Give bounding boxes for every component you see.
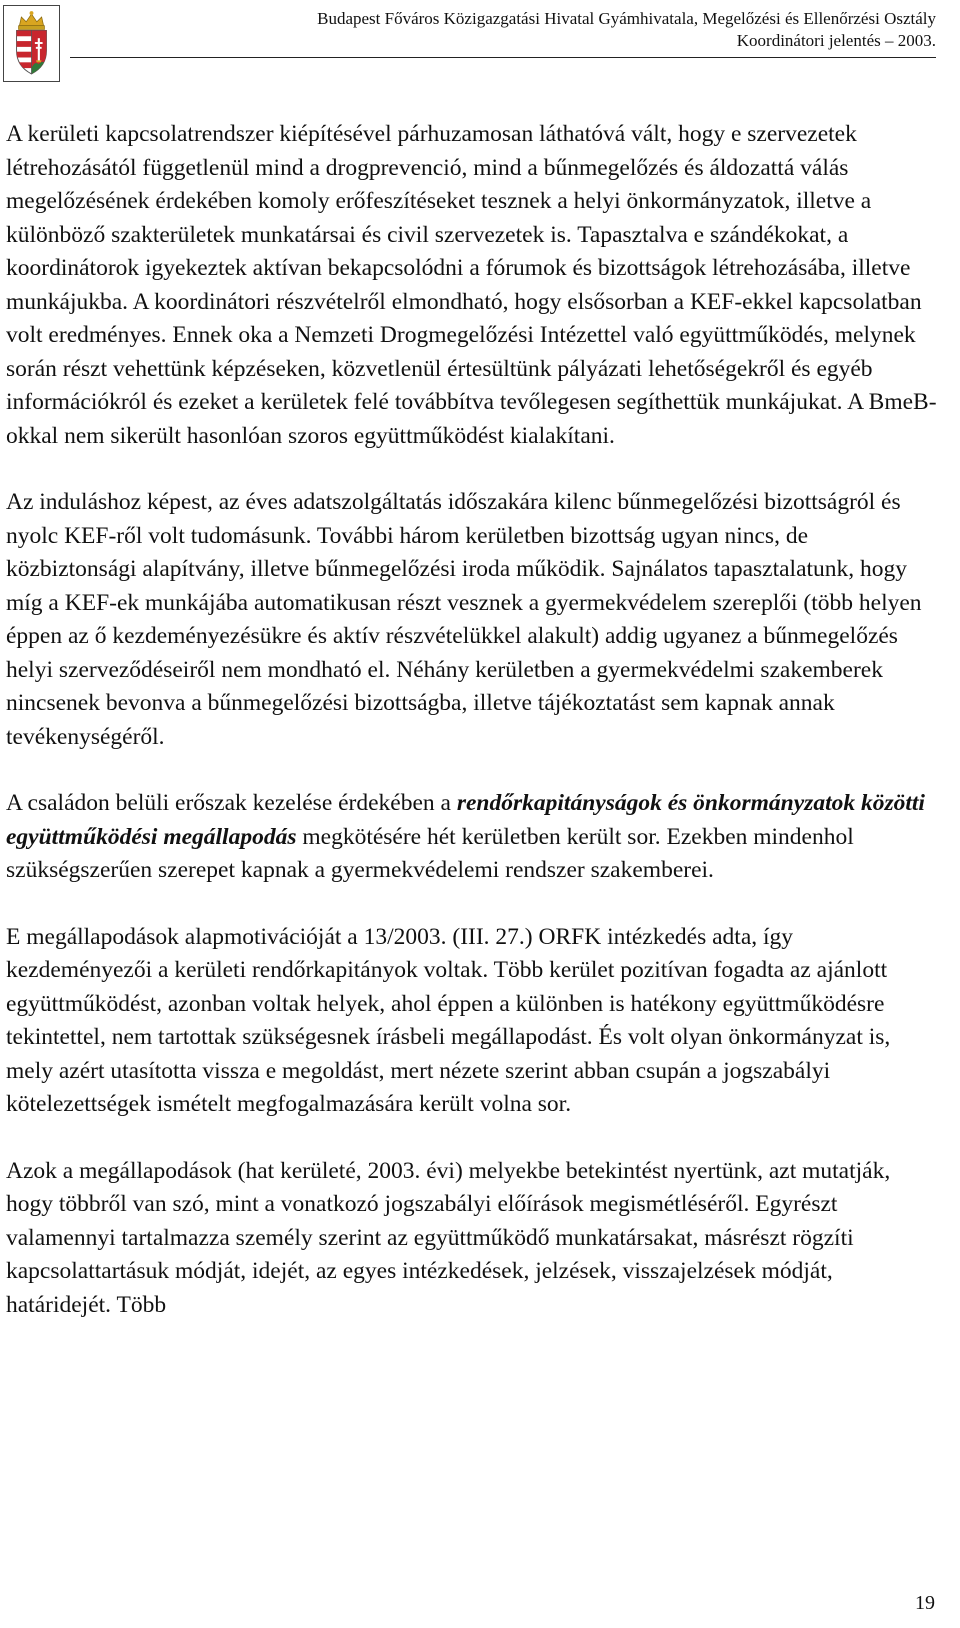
paragraph-4: E megállapodások alapmotivációját a 13/2003. (III. 27.) ORFK intézkedés adta, így kezdeményezői a kerületi rendőrkapitányok voltak. Több kerület pozitívan fogadta az ajánlott együttműködést, azonban voltak helyek, ahol éppen a különben is hatékony együttműködésre tekintettel, nem tartottak szükségesnek írásbeli megállapodást. És volt olyan önkormányzat is, mely azért utasította vissza e megoldást, mert nézete szerint abban csupán a jogszabályi kötelezettségek ismételt megfogalmazására került volna sor. xyxy=(6,923,891,1117)
header-divider xyxy=(70,57,936,58)
paragraph-1: A kerületi kapcsolatrendszer kiépítésével párhuzamosan láthatóvá vált, hogy e szervezetek létrehozásától függetlenül mind a drogprevenció, mind a bűnmegelőzés és áldozattá válás megelőzésének érdekében komoly erőfeszítéseket tesznek a helyi önkormányzatok, illetve a különböző szakterületek munkatársai és civil szervezetek is. Tapasztalva e szándékokat, a koordinátorok igyekeztek aktívan bekapcsolódni a fórumok és bizottságok létrehozásába, illetve munkájukba. A koordinátori részvételről elmondható, hogy elsősorban a KEF-ekkel kapcsolatban volt eredményes. Ennek oka a Nemzeti Drogmegelőzési Intézettel való együttműködés, melynek során részt vehettünk képzéseken, közvetlenül értesültünk pályázati lehetőségekről és egyéb információkról és ezeket a kerületek felé továbbítva tevőlegesen segíthettük munkájukat. A BmeB-okkal nem sikerült hasonlóan szoros együttműködést kialakítani. xyxy=(6,121,937,449)
page-number: 19 xyxy=(915,1592,935,1614)
paragraph-3-end: megkötésére hét kerületben került sor. Ezekben mindenhol szükségszerűen szerepet kapnak a gyermekvédelemi rendszer szakemberei. xyxy=(6,823,854,883)
page-header xyxy=(317,8,936,52)
paragraph-2: Az induláshoz képest, az éves adatszolgáltatás időszakára kilenc bűnmegelőzési bizottságról és nyolc KEF-ről volt tudomásunk. További három kerületben bizottság ugyan nincs, de közbiztonsági alapítvány, illetve bűnmegelőzési iroda működik. Sajnálatos tapasztalatunk, hogy míg a KEF-ek munkájába automatikusan részt vesznek a gyermekvédelem szereplői (több helyen éppen az ő kezdeményezésükre és aktív részvételükkel alakult) addig ugyanez a bűnmegelőzés helyi szerveződéseiről nem mondható el. Néhány kerületben a gyermekvédelmi szakemberek nincsenek bevonva a bűnmegelőzési bizottságba, illetve tájékoztatást sem kapnak annak tevékenységéről. xyxy=(6,489,922,750)
document-body xyxy=(6,118,938,1355)
paragraph-3-start: A családon belüli erőszak kezelése érdekében a xyxy=(6,790,457,816)
paragraph-5: Azok a megállapodások (hat kerületé, 2003. évi) melyekbe betekintést nyertünk, azt mutatják, hogy többről van szó, mint a vonatkozó jogszabályi előírások megismétléséről. Egyrészt valamennyi tartalmazza személy szerint az együttműködő munkatársakat, másrészt rögzíti kapcsolattartásuk módját, idejét, az egyes intézkedések, jelzések, visszajelzések módját, határidejét. Több xyxy=(6,1157,891,1318)
paragraph-3-emphasis: rendőrkapitányságok és önkormányzatok közötti együttműködési megállapodás xyxy=(6,790,925,850)
header-institution: Budapest Főváros Közigazgatási Hivatal Gyámhivatala, Megelőzési és Ellenőrzési Osztály xyxy=(317,9,936,28)
paragraph-3 xyxy=(6,787,938,888)
header-report-title: Koordinátori jelentés – 2003. xyxy=(736,31,936,50)
coat-of-arms-icon xyxy=(3,5,60,82)
